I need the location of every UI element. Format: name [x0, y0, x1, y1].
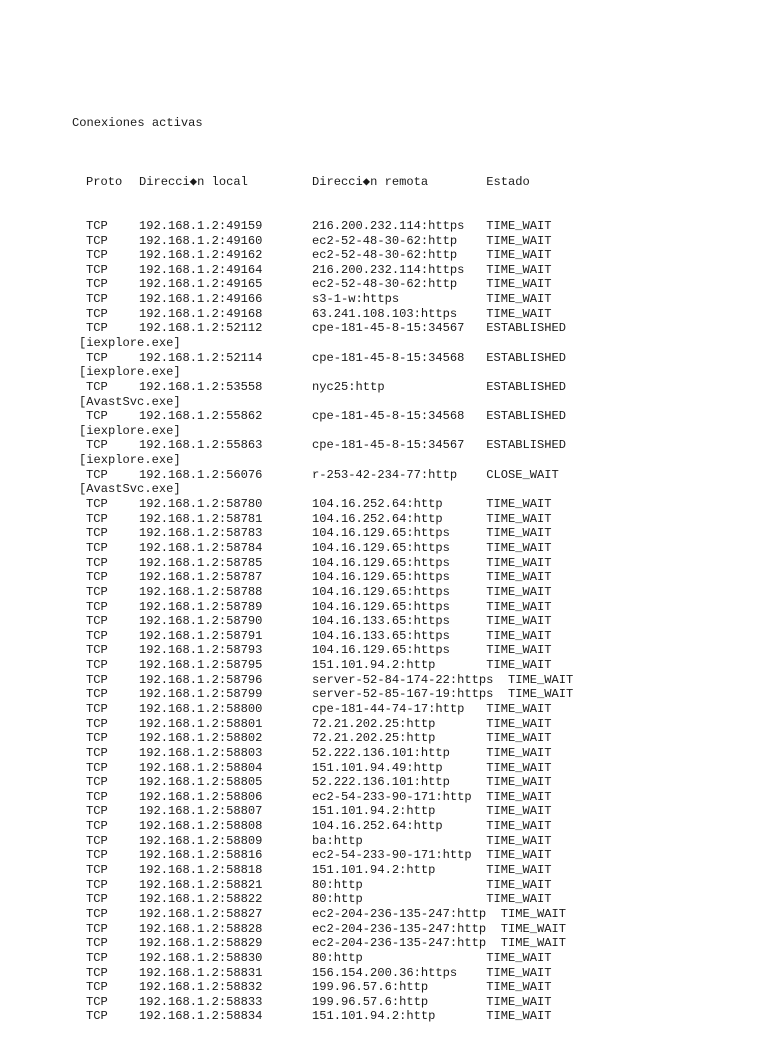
remote-address-cell: 104.16.252.64:http [312, 497, 487, 512]
proto-cell: TCP [86, 848, 108, 863]
local-address-cell: 192.168.1.2:58821 [139, 877, 263, 892]
table-row [72, 438, 573, 453]
remote-address-cell: 72.21.202.25:http [312, 716, 487, 731]
proto-cell: TCP [86, 438, 108, 453]
local-address-cell: 192.168.1.2:58803 [139, 745, 263, 760]
state-cell: TIME_WAIT [486, 570, 552, 585]
local-address-cell: 192.168.1.2:58831 [139, 965, 263, 980]
proto-cell: TCP [86, 965, 108, 980]
remote-address-cell: 104.16.129.65:https [312, 526, 487, 541]
state-cell: TIME_WAIT [486, 262, 552, 277]
process-name: [iexplore.exe] [79, 365, 181, 380]
state-cell: TIME_WAIT [486, 877, 552, 892]
proto-cell: TCP [86, 980, 108, 995]
table-row [72, 746, 573, 761]
table-row [72, 468, 573, 483]
state-cell: TIME_WAIT [486, 804, 552, 819]
table-row [72, 907, 573, 922]
local-address-cell: 192.168.1.2:49165 [139, 277, 263, 292]
proto-cell: TCP [86, 672, 108, 687]
proto-cell: TCP [86, 745, 108, 760]
proto-cell: TCP [86, 467, 108, 482]
state-cell: TIME_WAIT [486, 292, 552, 307]
remote-address-cell: 151.101.94.2:http [312, 804, 487, 819]
local-address-cell: 192.168.1.2:58807 [139, 804, 263, 819]
proto-cell: TCP [86, 877, 108, 892]
local-address-cell: 192.168.1.2:58806 [139, 789, 263, 804]
proto-cell: TCP [86, 277, 108, 292]
local-address-cell: 192.168.1.2:58790 [139, 614, 263, 629]
header-state: Estado [486, 174, 530, 189]
proto-cell: TCP [86, 950, 108, 965]
local-address-cell: 192.168.1.2:58802 [139, 731, 263, 746]
remote-address-cell: 52.222.136.101:http [312, 775, 487, 790]
local-address-cell: 192.168.1.2:58783 [139, 526, 263, 541]
remote-address-cell: 72.21.202.25:http [312, 731, 487, 746]
table-row [72, 600, 573, 615]
state-cell: ESTABLISHED [486, 321, 567, 336]
table-row [72, 380, 573, 395]
proto-cell: TCP [86, 775, 108, 790]
proto-cell: TCP [86, 789, 108, 804]
proto-cell: TCP [86, 936, 108, 951]
state-cell: TIME_WAIT [486, 584, 552, 599]
table-row [72, 702, 573, 717]
state-cell: TIME_WAIT [486, 760, 552, 775]
remote-address-cell: nyc25:http [312, 379, 487, 394]
remote-address-cell: 216.200.232.114:https [312, 218, 487, 233]
remote-address-cell: 199.96.57.6:http [312, 994, 487, 1009]
remote-address-cell: ec2-54-233-90-171:http [312, 848, 487, 863]
state-cell: TIME_WAIT [486, 306, 552, 321]
header-proto: Proto [86, 174, 123, 189]
local-address-cell: 192.168.1.2:52114 [139, 350, 263, 365]
state-cell: TIME_WAIT [486, 892, 552, 907]
process-name: [AvastSvc.exe] [79, 394, 181, 409]
remote-address-cell: 216.200.232.114:https [312, 262, 487, 277]
table-row [72, 936, 573, 951]
table-row [72, 263, 573, 278]
proto-cell: TCP [86, 643, 108, 658]
state-cell: TIME_WAIT [500, 906, 567, 921]
state-cell: TIME_WAIT [486, 833, 552, 848]
remote-address-cell: ec2-52-48-30-62:http [312, 277, 487, 292]
table-row [72, 995, 573, 1010]
state-cell: TIME_WAIT [507, 672, 574, 687]
table-header [72, 175, 573, 190]
page-title: Conexiones activas [72, 116, 203, 131]
connection-list [72, 219, 573, 1024]
table-row [72, 629, 573, 644]
remote-address-cell: 104.16.129.65:https [312, 570, 487, 585]
table-row [72, 863, 573, 878]
state-cell: TIME_WAIT [486, 1009, 552, 1024]
proto-cell: TCP [86, 804, 108, 819]
state-cell: TIME_WAIT [486, 731, 552, 746]
state-cell: TIME_WAIT [486, 218, 552, 233]
proto-cell: TCP [86, 819, 108, 834]
state-cell: TIME_WAIT [486, 950, 552, 965]
state-cell: TIME_WAIT [486, 233, 552, 248]
local-address-cell: 192.168.1.2:58781 [139, 511, 263, 526]
table-row [72, 980, 573, 995]
header-remote-address: Direcci◆n remota [312, 174, 487, 189]
remote-address-cell: s3-1-w:https [312, 292, 487, 307]
table-row [72, 761, 573, 776]
proto-cell: TCP [86, 409, 108, 424]
remote-address-cell: 104.16.129.65:https [312, 599, 487, 614]
state-cell: ESTABLISHED [486, 379, 567, 394]
state-cell: TIME_WAIT [486, 848, 552, 863]
remote-address-cell: ec2-204-236-135-247:http [312, 906, 501, 921]
local-address-cell: 192.168.1.2:58791 [139, 628, 263, 643]
remote-address-cell: server-52-84-174-22:https [312, 672, 508, 687]
state-cell: TIME_WAIT [486, 745, 552, 760]
table-row [72, 570, 573, 585]
table-row [72, 526, 573, 541]
table-row [72, 307, 573, 322]
proto-cell: TCP [86, 731, 108, 746]
proto-cell: TCP [86, 306, 108, 321]
proto-cell: TCP [86, 540, 108, 555]
state-cell: TIME_WAIT [486, 614, 552, 629]
table-row [72, 585, 573, 600]
table-row [72, 804, 573, 819]
local-address-cell: 192.168.1.2:58799 [139, 687, 263, 702]
proto-cell: TCP [86, 248, 108, 263]
process-name: [iexplore.exe] [79, 423, 181, 438]
proto-cell: TCP [86, 658, 108, 673]
table-row [72, 717, 573, 732]
remote-address-cell: 104.16.129.65:https [312, 643, 487, 658]
table-row [72, 351, 573, 366]
proto-cell: TCP [86, 262, 108, 277]
state-cell: TIME_WAIT [486, 702, 552, 716]
state-cell: TIME_WAIT [486, 511, 552, 526]
remote-address-cell: 80:http [312, 877, 487, 892]
local-address-cell: 192.168.1.2:58822 [139, 892, 263, 907]
proto-cell: TCP [86, 321, 108, 336]
state-cell: ESTABLISHED [486, 438, 567, 453]
table-row [72, 848, 573, 863]
local-address-cell: 192.168.1.2:58833 [139, 994, 263, 1009]
netstat-output [72, 87, 573, 1039]
state-cell: TIME_WAIT [486, 789, 552, 804]
table-row [72, 731, 573, 746]
proto-cell: TCP [86, 687, 108, 702]
remote-address-cell: 104.16.133.65:https [312, 614, 487, 629]
proto-cell: TCP [86, 614, 108, 629]
state-cell: TIME_WAIT [486, 643, 552, 658]
local-address-cell: 192.168.1.2:49166 [139, 292, 263, 307]
proto-cell: TCP [86, 292, 108, 307]
proto-cell: TCP [86, 760, 108, 775]
remote-address-cell: 104.16.252.64:http [312, 511, 487, 526]
local-address-cell: 192.168.1.2:49159 [139, 218, 263, 233]
remote-address-cell: 80:http [312, 950, 487, 965]
state-cell: TIME_WAIT [486, 497, 552, 512]
process-name: [AvastSvc.exe] [79, 482, 181, 497]
state-cell: TIME_WAIT [486, 980, 552, 995]
local-address-cell: 192.168.1.2:58795 [139, 658, 263, 673]
remote-address-cell: 151.101.94.2:http [312, 863, 487, 878]
table-row [72, 687, 573, 702]
local-address-cell: 192.168.1.2:58828 [139, 921, 263, 936]
local-address-cell: 192.168.1.2:49160 [139, 233, 263, 248]
table-row [72, 790, 573, 805]
local-address-cell: 192.168.1.2:58832 [139, 980, 263, 995]
proto-cell: TCP [86, 892, 108, 907]
remote-address-cell: cpe-181-45-8-15:34568 [312, 409, 487, 424]
remote-address-cell: ec2-204-236-135-247:http [312, 936, 501, 951]
state-cell: TIME_WAIT [486, 628, 552, 643]
remote-address-cell: 151.101.94.49:http [312, 760, 487, 775]
state-cell: ESTABLISHED [486, 350, 567, 365]
local-address-cell: 192.168.1.2:55862 [139, 409, 263, 424]
state-cell: TIME_WAIT [500, 936, 567, 951]
proto-cell: TCP [86, 497, 108, 512]
table-row [72, 1009, 573, 1024]
table-row [72, 951, 573, 966]
remote-address-cell: ec2-52-48-30-62:http [312, 248, 487, 263]
proto-cell: TCP [86, 921, 108, 936]
remote-address-cell: 104.16.129.65:https [312, 540, 487, 555]
table-row [72, 966, 573, 981]
process-name: [iexplore.exe] [79, 335, 181, 350]
state-cell: TIME_WAIT [486, 994, 552, 1009]
remote-address-cell: cpe-181-45-8-15:34567 [312, 321, 487, 336]
remote-address-cell: 104.16.129.65:https [312, 555, 487, 570]
proto-cell: TCP [86, 555, 108, 570]
state-cell: TIME_WAIT [486, 555, 552, 570]
local-address-cell: 192.168.1.2:58796 [139, 672, 263, 687]
state-cell: TIME_WAIT [486, 658, 552, 673]
proto-cell: TCP [86, 599, 108, 614]
table-row [72, 892, 573, 907]
local-address-cell: 192.168.1.2:58827 [139, 906, 263, 921]
proto-cell: TCP [86, 716, 108, 731]
local-address-cell: 192.168.1.2:58784 [139, 540, 263, 555]
remote-address-cell: 104.16.133.65:https [312, 628, 487, 643]
remote-address-cell: 104.16.129.65:https [312, 584, 487, 599]
table-row [72, 234, 573, 249]
table-row [72, 834, 573, 849]
state-cell: TIME_WAIT [500, 921, 567, 936]
state-cell: TIME_WAIT [486, 863, 552, 878]
remote-address-cell: 63.241.108.103:https [312, 306, 487, 321]
state-cell: ESTABLISHED [486, 409, 567, 424]
local-address-cell: 192.168.1.2:53558 [139, 379, 263, 394]
remote-address-cell: 151.101.94.2:http [312, 1009, 487, 1024]
remote-address-cell: r-253-42-234-77:http [312, 467, 487, 482]
local-address-cell: 192.168.1.2:58804 [139, 760, 263, 775]
state-cell: TIME_WAIT [486, 599, 552, 614]
table-row [72, 541, 573, 556]
local-address-cell: 192.168.1.2:58816 [139, 848, 263, 863]
local-address-cell: 192.168.1.2:58789 [139, 599, 263, 614]
proto-cell: TCP [86, 584, 108, 599]
table-row [72, 878, 573, 893]
remote-address-cell: ec2-54-233-90-171:http [312, 789, 487, 804]
remote-address-cell: 199.96.57.6:http [312, 980, 487, 995]
table-row [72, 819, 573, 834]
header-local-address: Direcci◆n local [139, 174, 248, 189]
table-row [72, 614, 573, 629]
remote-address-cell: ba:http [312, 833, 487, 848]
table-row [72, 658, 573, 673]
remote-address-cell: cpe-181-44-74-17:http [312, 702, 487, 716]
local-address-cell: 192.168.1.2:58788 [139, 584, 263, 599]
local-address-cell: 192.168.1.2:56076 [139, 467, 263, 482]
proto-cell: TCP [86, 379, 108, 394]
proto-cell: TCP [86, 833, 108, 848]
proto-cell: TCP [86, 628, 108, 643]
proto-cell: TCP [86, 702, 108, 716]
local-address-cell: 192.168.1.2:58829 [139, 936, 263, 951]
table-row [72, 775, 573, 790]
table-row [72, 922, 573, 937]
state-cell: TIME_WAIT [507, 687, 574, 702]
table-row [72, 292, 573, 307]
proto-cell: TCP [86, 1009, 108, 1024]
remote-address-cell: ec2-204-236-135-247:http [312, 921, 501, 936]
table-row [72, 277, 573, 292]
remote-address-cell: 156.154.200.36:https [312, 965, 487, 980]
state-cell: TIME_WAIT [486, 819, 552, 834]
state-cell: TIME_WAIT [486, 775, 552, 790]
local-address-cell: 192.168.1.2:58787 [139, 570, 263, 585]
remote-address-cell: cpe-181-45-8-15:34568 [312, 350, 487, 365]
proto-cell: TCP [86, 218, 108, 233]
state-cell: TIME_WAIT [486, 526, 552, 541]
table-row [72, 497, 573, 512]
remote-address-cell: 104.16.252.64:http [312, 819, 487, 834]
proto-cell: TCP [86, 526, 108, 541]
table-row [72, 673, 573, 688]
local-address-cell: 192.168.1.2:55863 [139, 438, 263, 453]
local-address-cell: 192.168.1.2:58805 [139, 775, 263, 790]
state-cell: TIME_WAIT [486, 965, 552, 980]
remote-address-cell: cpe-181-45-8-15:34567 [312, 438, 487, 453]
remote-address-cell: 80:http [312, 892, 487, 907]
proto-cell: TCP [86, 906, 108, 921]
local-address-cell: 192.168.1.2:58830 [139, 950, 263, 965]
local-address-cell: 192.168.1.2:49168 [139, 306, 263, 321]
remote-address-cell: ec2-52-48-30-62:http [312, 233, 487, 248]
proto-cell: TCP [86, 994, 108, 1009]
table-row [72, 248, 573, 263]
proto-cell: TCP [86, 511, 108, 526]
local-address-cell: 192.168.1.2:58785 [139, 555, 263, 570]
table-row [72, 556, 573, 571]
remote-address-cell: server-52-85-167-19:https [312, 687, 508, 702]
process-name: [iexplore.exe] [79, 453, 181, 468]
table-row [72, 219, 573, 234]
state-cell: TIME_WAIT [486, 277, 552, 292]
proto-cell: TCP [86, 233, 108, 248]
local-address-cell: 192.168.1.2:58808 [139, 819, 263, 834]
local-address-cell: 192.168.1.2:58801 [139, 716, 263, 731]
state-cell: TIME_WAIT [486, 716, 552, 731]
local-address-cell: 192.168.1.2:49162 [139, 248, 263, 263]
state-cell: CLOSE_WAIT [486, 467, 559, 482]
table-row [72, 409, 573, 424]
local-address-cell: 192.168.1.2:49164 [139, 262, 263, 277]
local-address-cell: 192.168.1.2:52112 [139, 321, 263, 336]
proto-cell: TCP [86, 863, 108, 878]
local-address-cell: 192.168.1.2:58809 [139, 833, 263, 848]
table-row [72, 321, 573, 336]
local-address-cell: 192.168.1.2:58793 [139, 643, 263, 658]
state-cell: TIME_WAIT [486, 540, 552, 555]
table-row [72, 643, 573, 658]
local-address-cell: 192.168.1.2:58780 [139, 497, 263, 512]
local-address-cell: 192.168.1.2:58800 [139, 702, 263, 716]
proto-cell: TCP [86, 350, 108, 365]
remote-address-cell: 151.101.94.2:http [312, 658, 487, 673]
proto-cell: TCP [86, 570, 108, 585]
state-cell: TIME_WAIT [486, 248, 552, 263]
local-address-cell: 192.168.1.2:58834 [139, 1009, 263, 1024]
remote-address-cell: 52.222.136.101:http [312, 745, 487, 760]
local-address-cell: 192.168.1.2:58818 [139, 863, 263, 878]
table-row [72, 512, 573, 527]
